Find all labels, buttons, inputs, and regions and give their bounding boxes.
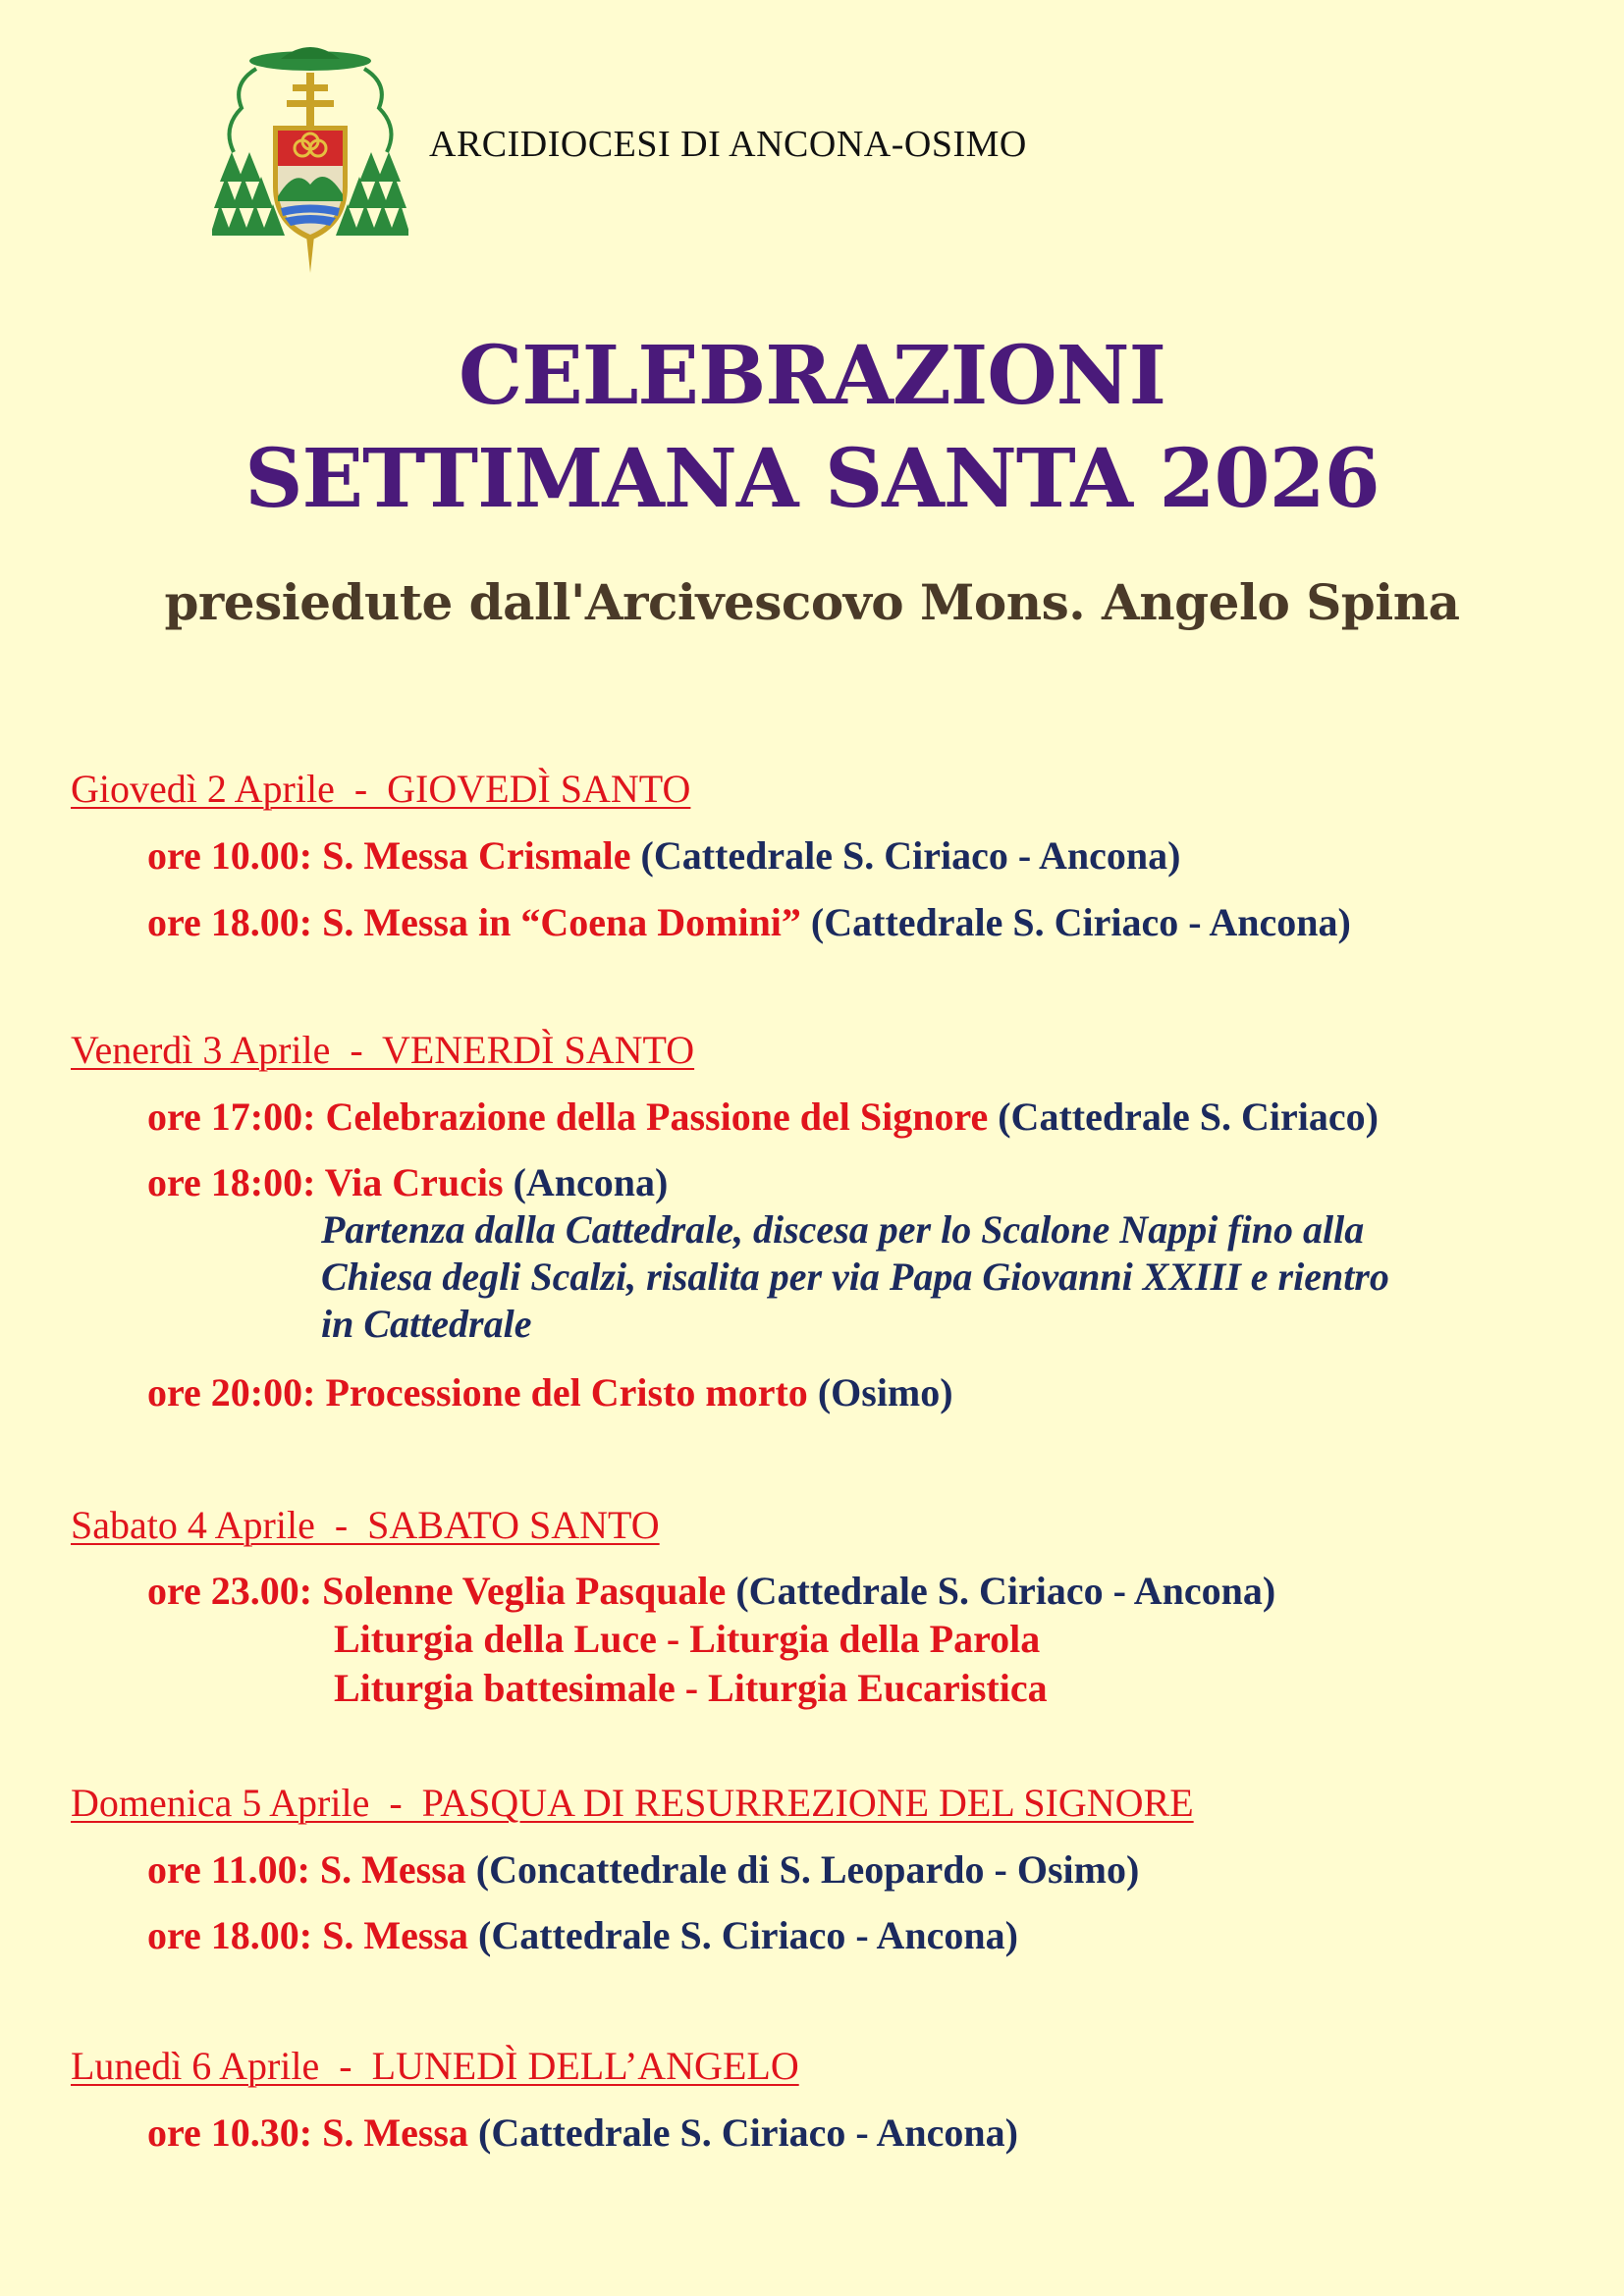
day-heading: Venerdì 3 Aprile - VENERDÌ SANTO [71, 1028, 695, 1072]
event-row [147, 899, 1351, 945]
event-subline: Liturgia battesimale - Liturgia Eucaristica [334, 1666, 1048, 1710]
event-row [147, 1568, 1275, 1614]
event-place: (Concattedrale di S. Leopardo - Osimo) [475, 1847, 1140, 1892]
event-title: Via Crucis [324, 1160, 504, 1204]
event-row [147, 1159, 668, 1205]
event-time: ore 17:00: [147, 1095, 316, 1139]
event-title: S. Messa [319, 1847, 466, 1892]
event-place: (Cattedrale S. Ciriaco - Ancona) [640, 833, 1181, 878]
event-place: (Cattedrale S. Ciriaco - Ancona) [735, 1569, 1276, 1613]
day-heading: Sabato 4 Aprile - SABATO SANTO [71, 1503, 660, 1547]
event-place: (Cattedrale S. Ciriaco - Ancona) [478, 2110, 1018, 2155]
event-time: ore 20:00: [147, 1370, 316, 1415]
event-place: (Cattedrale S. Ciriaco - Ancona) [478, 1913, 1018, 1957]
event-title: S. Messa [322, 2110, 468, 2155]
diocese-name: ARCIDIOCESI DI ANCONA-OSIMO [429, 124, 1027, 165]
event-title: S. Messa [322, 1913, 468, 1957]
event-note-line: Partenza dalla Cattedrale, discesa per lo Scalone Nappi fino alla [321, 1207, 1365, 1252]
event-place: (Cattedrale S. Ciriaco) [998, 1095, 1379, 1139]
event-row [147, 1369, 953, 1415]
day-heading: Lunedì 6 Aprile - LUNEDÌ DELL’ANGELO [71, 2044, 799, 2088]
event-time: ore 18.00: [147, 900, 313, 944]
event-time: ore 18.00: [147, 1913, 313, 1957]
event-title: S. Messa in “Coena Domini” [322, 900, 801, 944]
event-time: ore 18:00: [147, 1160, 316, 1204]
event-row [147, 2109, 1018, 2156]
event-time: ore 23.00: [147, 1569, 313, 1613]
page-subtitle: presiedute dall'Arcivescovo Mons. Angelo Spina [164, 573, 1460, 631]
event-row [147, 1912, 1018, 1958]
day-heading: Giovedì 2 Aprile - GIOVEDÌ SANTO [71, 767, 691, 811]
event-place: (Osimo) [817, 1370, 953, 1415]
event-title: Processione del Cristo morto [325, 1370, 808, 1415]
page-title-line-1: CELEBRAZIONI [459, 329, 1165, 423]
event-time: ore 10.00: [147, 833, 313, 878]
event-place: (Ancona) [513, 1160, 669, 1204]
event-note-line: Chiesa degli Scalzi, risalita per via Papa Giovanni XXIII e rientro [321, 1255, 1389, 1299]
page-title-line-2: SETTIMANA SANTA 2026 [244, 432, 1380, 526]
event-title: Celebrazione della Passione del Signore [325, 1095, 989, 1139]
event-row [147, 832, 1180, 879]
event-time: ore 11.00: [147, 1847, 310, 1892]
event-title: S. Messa Crismale [322, 833, 631, 878]
event-row [147, 1846, 1139, 1893]
event-place: (Cattedrale S. Ciriaco - Ancona) [810, 900, 1351, 944]
event-note-line: in Cattedrale [321, 1302, 532, 1346]
archdiocese-coat-of-arms [212, 39, 408, 277]
event-subline: Liturgia della Luce - Liturgia della Parola [334, 1617, 1041, 1661]
event-row [147, 1094, 1379, 1140]
day-heading: Domenica 5 Aprile - PASQUA DI RESURREZIONE DEL SIGNORE [71, 1781, 1194, 1825]
event-time: ore 10.30: [147, 2110, 313, 2155]
event-title: Solenne Veglia Pasquale [322, 1569, 727, 1613]
